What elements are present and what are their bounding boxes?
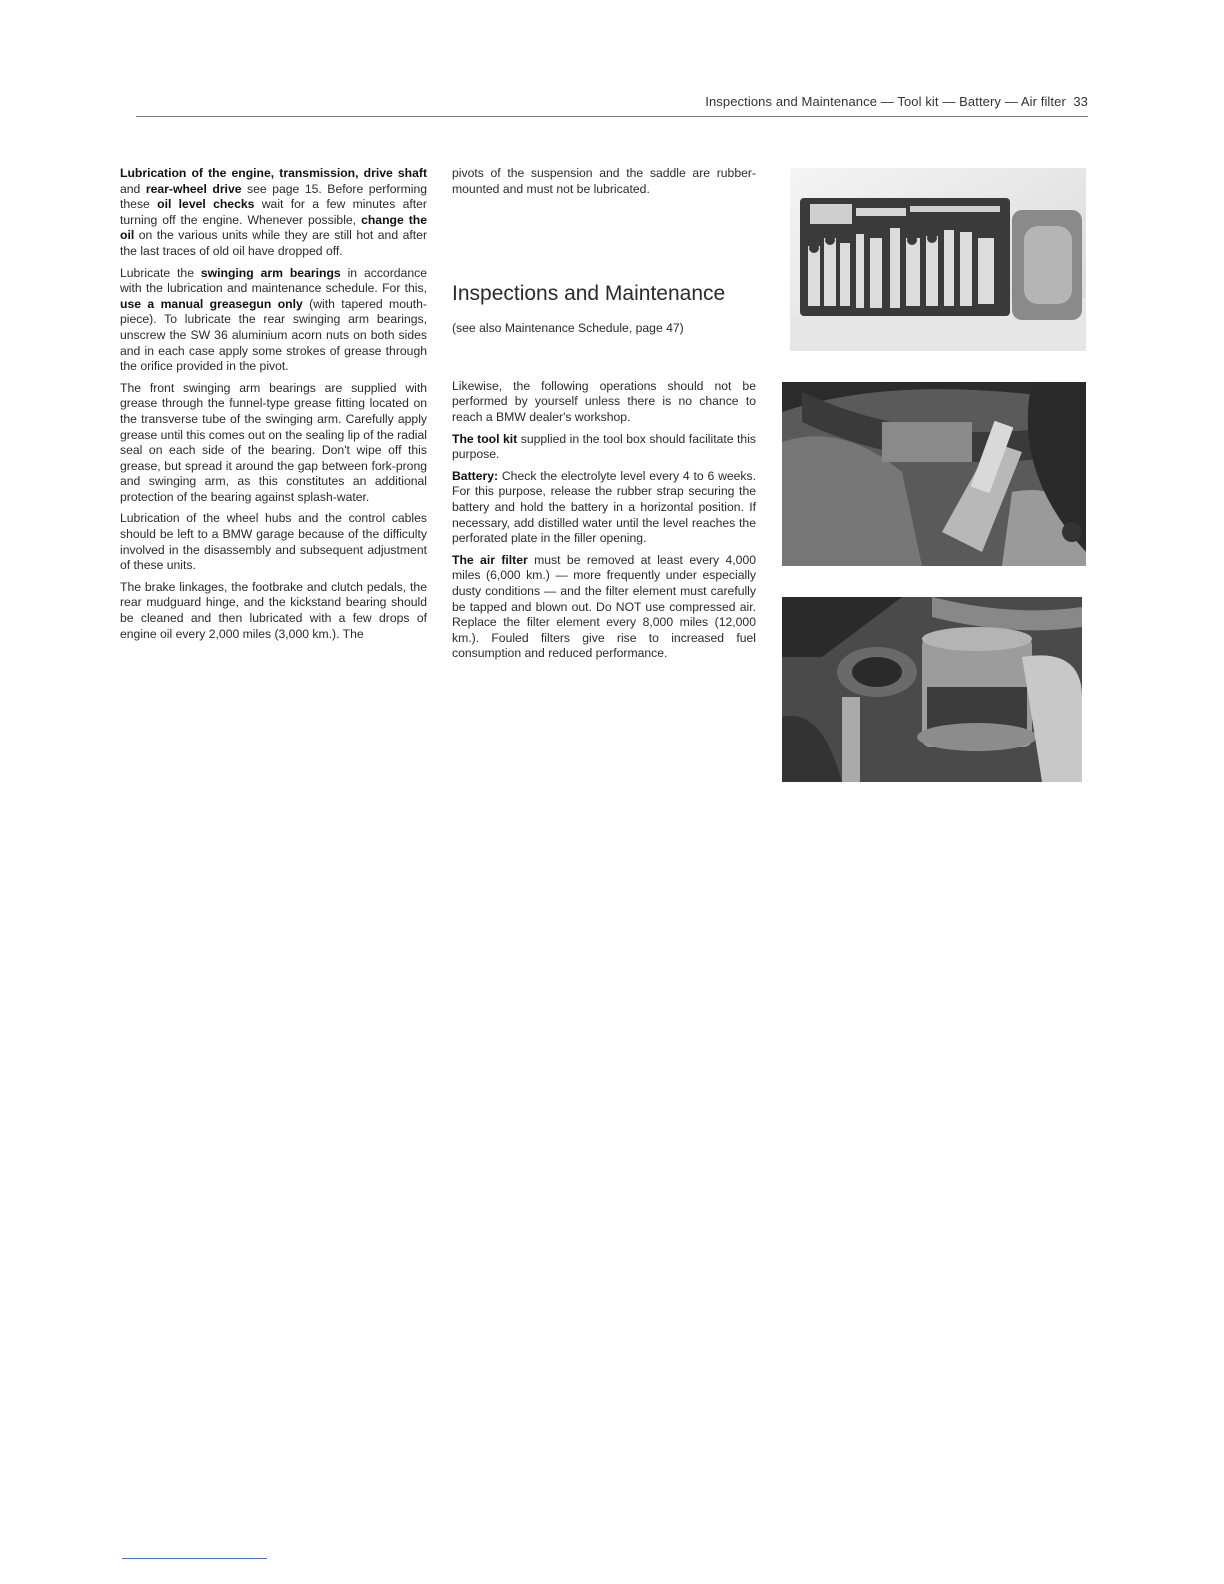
bold-term: swinging arm bearings [200,265,341,280]
paragraph-pivots: pivots of the suspension and the saddle are rubber-mounted and must not be lubricated. [452,166,756,196]
text-run: on the various units while they are still hot and after the last traces of old oil have dropped off. [120,228,427,258]
text-run: Lubricate the [120,265,201,280]
bold-term: change the oil [120,212,427,243]
text-column-right [452,166,756,668]
paragraph-front-bearings: The front swinging arm bearings are supplied with grease through the funnel-type grease fitting located on the transverse tube of the swinging arm. Carefully apply grease until this comes out on the sealing lip of the radial seal on each side of the bearing. Don't wipe off this grease, but spread it around the gap between fork-prong and swinging arm, as this constitutes an additional protection of the bearing against splash-water. [120,380,427,504]
bold-term: Lubrication of the engine, transmission, drive shaft [120,166,427,180]
bold-term: The air filter [452,552,528,567]
battery-photo [782,382,1086,566]
text-run: Check the electrolyte level every 4 to 6 weeks. For this purpose, release the rubber strap securing the battery and hold the battery in a horizontal position. If necessary, add distilled water until the level reaches the perforated plate in the filler opening. [452,468,756,546]
text-run: must be removed at least every 4,000 miles (6,000 km.) — more frequently under especially dusty conditions — and the filter element must carefully be tapped and blown out. Do NOT use compressed air. Replace the filter element every 8,000 miles (12,000 km.). Fouled filters give rise to increased fuel consumption and reduced performance. [452,552,756,661]
section-note: (see also Maintenance Schedule, page 47) [452,321,684,336]
text-run: wait for a few minutes after turning off the engine. Whenever possible, [120,197,427,227]
bold-term: rear-wheel drive [145,181,242,196]
paragraph-battery [452,469,756,547]
text-column-left [120,166,427,648]
paragraph-wheel-hubs: Lubrication of the wheel hubs and the control cables should be left to a BMW garage because of the difficulty involved in the disassembly and subsequent adjustment of these units. [120,511,427,573]
text-run: see page 15. Before performing these [120,181,427,212]
air-filter-photo [782,597,1082,782]
running-title: Inspections and Maintenance — Tool kit — Battery — Air filter [705,94,1066,109]
bold-term: The tool kit [452,431,518,446]
air-filter-image [782,597,1082,782]
tool-kit-photo [790,168,1086,351]
paragraph-tool-kit [452,432,756,463]
paragraph-brake-linkages: The brake linkages, the footbrake and clutch pedals, the rear mudguard hinge, and the kickstand bearing should be cleaned and then lubricated with a few drops of engine oil every 2,000 miles (3,000 km.). The [120,579,427,641]
text-run: in accordance with the lubrication and maintenance schedule. For this, [120,265,427,296]
bold-term: use a manual greasegun only [120,296,303,311]
header-rule [136,116,1088,117]
text-run: supplied in the tool box should facilitate this purpose. [452,431,756,462]
bold-term: oil level checks [157,197,255,212]
battery-image [782,382,1086,566]
footnote-rule [122,1558,267,1559]
paragraph-swinging-arm [120,266,427,375]
running-head [136,94,1088,109]
section-heading: Inspections and Maintenance [452,282,726,306]
paragraph-likewise: Likewise, the following operations should not be performed by yourself unless there is no chance to reach a BMW dealer's workshop. [452,378,756,424]
page-number: 33 [1073,94,1088,109]
paragraph-air-filter [452,553,756,662]
bold-term: Battery: [452,468,499,483]
paragraph-lubrication-units [120,166,427,260]
tool-kit-image [790,168,1086,351]
text-run: (with tapered mouth-piece). To lubricate the rear swinging arm bearings, unscrew the SW 36 aluminium acorn nuts on both sides and in each case apply some strokes of grease through the orifice provided in the pivot. [120,296,427,374]
text-run: and [120,181,146,196]
